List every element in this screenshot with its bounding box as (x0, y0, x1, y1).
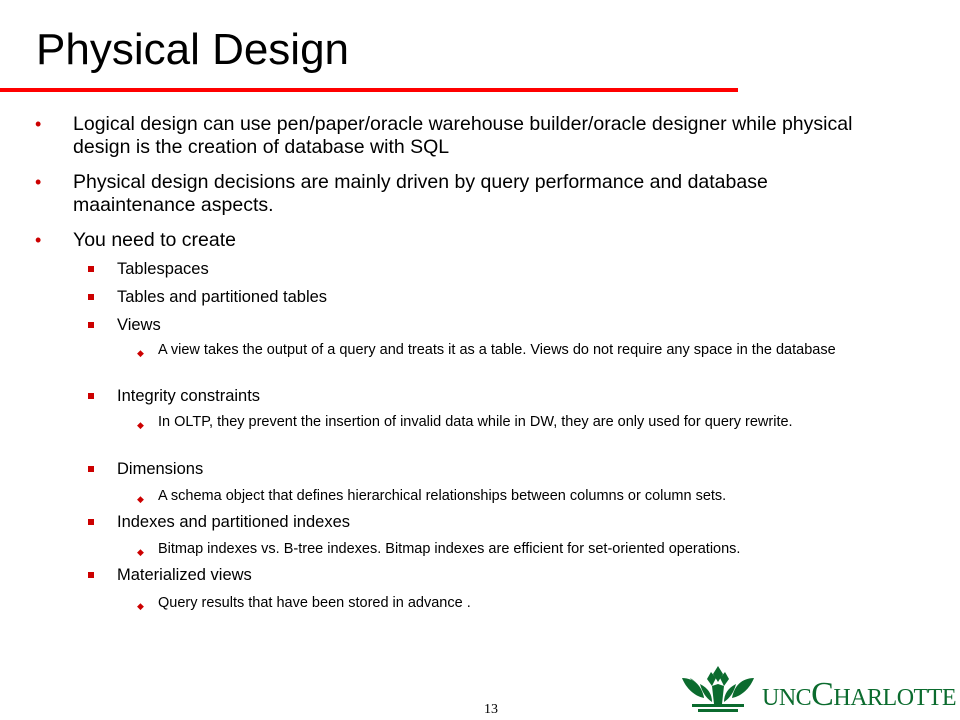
diamond-bullet-icon: ◆ (137, 348, 144, 358)
detail-bullet-text: In OLTP, they prevent the insertion of invalid data while in DW, they are only used for query rewrite. (158, 414, 793, 430)
detail-bullet-text: Bitmap indexes vs. B-tree indexes. Bitmap indexes are efficient for set-oriented operations. (158, 541, 741, 557)
sub-bullet-text: Dimensions (117, 460, 204, 478)
detail-bullet-item (137, 487, 906, 505)
slide-title: Physical Design (36, 25, 350, 74)
bullet-item (35, 229, 885, 252)
diamond-bullet-icon: ◆ (137, 494, 144, 504)
bullet-text: Physical design decisions are mainly driven by query performance and database maaintenance aspects. (73, 171, 768, 216)
square-bullet-icon (88, 466, 94, 472)
bullet-text: Logical design can use pen/paper/oracle warehouse builder/oracle designer while physical design is the creation of database with SQL (73, 113, 853, 158)
detail-bullet-item (137, 540, 906, 558)
diamond-bullet-icon: ◆ (137, 547, 144, 557)
sub-bullet-text: Tables and partitioned tables (117, 288, 328, 306)
detail-bullet-item (137, 341, 906, 359)
sub-bullet-item (117, 386, 897, 406)
sub-bullet-item (117, 315, 897, 335)
bullet-text: You need to create (73, 229, 236, 251)
sub-bullet-item (117, 565, 897, 585)
diamond-bullet-icon: ◆ (137, 601, 144, 611)
bullet-dot-icon: • (35, 230, 42, 250)
title-underline (0, 88, 738, 92)
sub-bullet-item (117, 512, 897, 532)
sub-bullet-text: Views (117, 316, 161, 334)
sub-bullet-text: Materialized views (117, 566, 252, 584)
square-bullet-icon (88, 266, 94, 272)
crown-emblem-icon (678, 664, 762, 714)
bullet-dot-icon: • (35, 114, 42, 134)
square-bullet-icon (88, 322, 94, 328)
sub-bullet-item (117, 287, 897, 307)
square-bullet-icon (88, 294, 94, 300)
page-number: 13 (484, 702, 498, 717)
sub-bullet-item (117, 459, 897, 479)
square-bullet-icon (88, 572, 94, 578)
detail-bullet-text: Query results that have been stored in advance . (158, 595, 471, 611)
square-bullet-icon (88, 393, 94, 399)
detail-bullet-item (137, 594, 906, 612)
bullet-item (35, 171, 885, 217)
diamond-bullet-icon: ◆ (137, 420, 144, 430)
square-bullet-icon (88, 519, 94, 525)
unc-charlotte-logo (678, 664, 957, 714)
logo-wordmark: UNCCHARLOTTE (762, 676, 957, 713)
bullet-dot-icon: • (35, 172, 42, 192)
sub-bullet-text: Indexes and partitioned indexes (117, 513, 350, 531)
sub-bullet-text: Tablespaces (117, 260, 209, 278)
detail-bullet-text: A view takes the output of a query and treats it as a table. Views do not require any space in the database (158, 342, 836, 358)
detail-bullet-text: A schema object that defines hierarchical relationships between columns or column sets. (158, 488, 727, 504)
detail-bullet-item (137, 413, 906, 431)
sub-bullet-text: Integrity constraints (117, 387, 261, 405)
bullet-item (35, 113, 885, 159)
sub-bullet-item (117, 259, 897, 279)
